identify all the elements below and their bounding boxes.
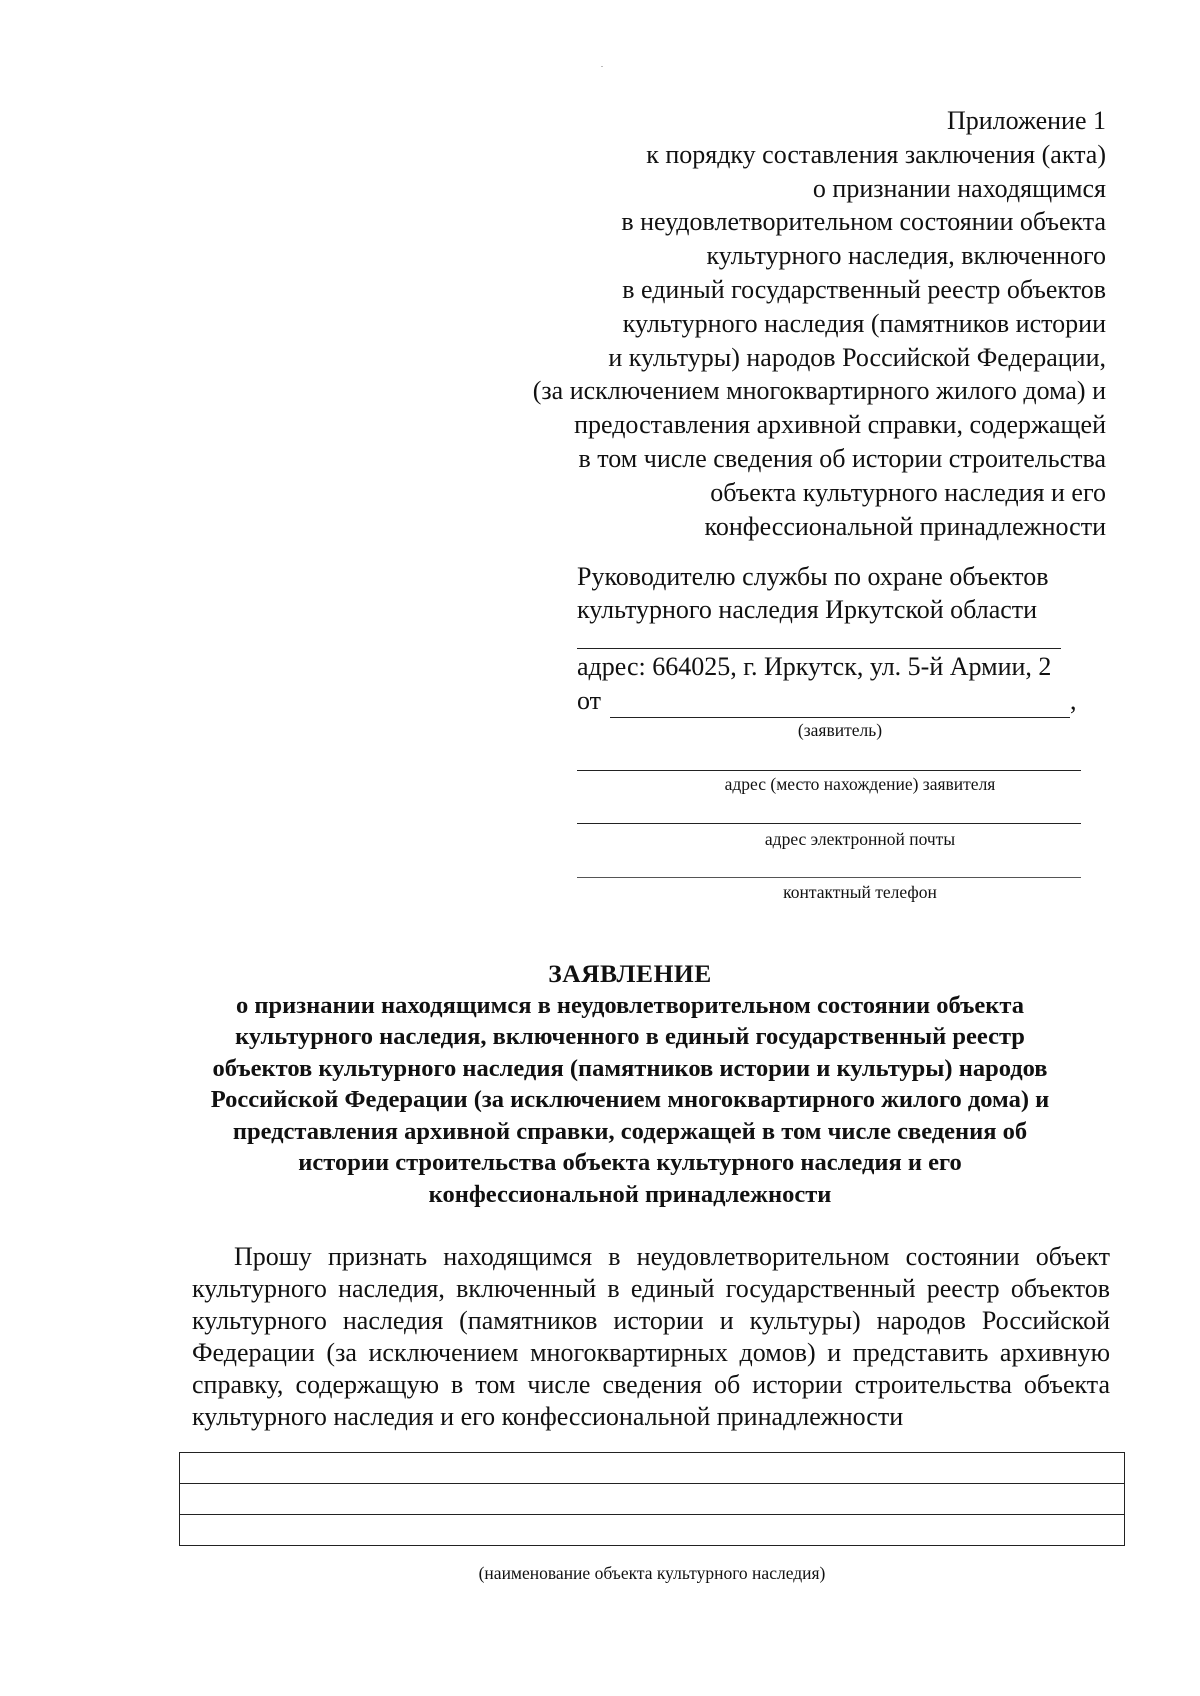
addressee-line: культурного наследия Иркутской области [577,595,1038,624]
addressee-block [577,560,1087,626]
appendix-line: предоставления архивной справки, содержащей [574,410,1106,440]
appendix-line: о признании находящимся [812,173,1106,203]
object-name-caption: (наименование объекта культурного наследия) [478,1563,826,1583]
phone-caption: контактный телефон [783,882,937,902]
appendix-header [466,104,1106,543]
appendix-line: в неудовлетворительном состоянии объекта [621,207,1106,237]
appendix-line: в том числе сведения об истории строительства [578,443,1106,473]
appendix-line: культурного наследия (памятников истории [622,308,1106,338]
title-line: истории строительства объекта культурного наследия и его [298,1149,962,1176]
appendix-line: культурного наследия, включенного [706,241,1106,271]
email-field[interactable] [577,823,1081,824]
paragraph-line: культурного наследия, включенный в единый государственный реестр объектов [192,1274,1110,1303]
object-name-cell[interactable] [180,1515,1125,1546]
title-line: конфессиональной принадлежности [428,1180,832,1208]
appendix-line: объекта культурного наследия и его [710,477,1106,507]
appendix-line: в единый государственный реестр объектов [622,274,1106,304]
appendix-line: (за исключением многоквартирного жилого дома) и [532,376,1106,406]
appendix-line: и культуры) народов Российской Федерации, [608,342,1106,372]
email-caption: адрес электронной почты [764,829,956,849]
service-address: адрес: 664025, г. Иркутск, ул. 5-й Армии, 2 [577,652,1052,681]
addressee-underline [577,648,1061,649]
title-line: культурного наследия, включенного в единый государственный реестр [235,1023,1025,1050]
applicant-caption: (заявитель) [797,720,883,740]
appendix-line: конфессиональной принадлежности [704,511,1106,541]
application-title [150,958,1110,1210]
applicant-location-field[interactable] [577,770,1081,771]
appendix-line: Приложение 1 [946,106,1106,135]
paragraph-line: культурного наследия (памятников истории и культуры) народов Российской [192,1306,1110,1335]
paragraph-line: справку, содержащую в том числе сведения об истории строительства объекта [192,1370,1110,1399]
applicant-location-caption: адрес (место нахождение) заявителя [724,774,996,794]
applicant-comma: , [1070,686,1077,715]
phone-field[interactable] [577,877,1081,878]
title-heading: ЗАЯВЛЕНИЕ [548,959,712,988]
title-line: Российской Федерации (за исключением многоквартирного жилого дома) и [210,1086,1050,1113]
paragraph-line: Прошу признать находящимся в неудовлетворительном состоянии объект [234,1242,1110,1271]
addressee-line: Руководителю службы по охране объектов [577,562,1049,591]
paragraph-line: культурного наследия и его конфессиональной принадлежности [192,1402,904,1431]
object-name-cell[interactable] [180,1453,1125,1484]
paragraph-line: Федерации (за исключением многоквартирных домов) и представить архивную [192,1338,1110,1367]
object-name-cell[interactable] [180,1484,1125,1515]
table-row [180,1515,1125,1546]
applicant-field[interactable] [610,717,1070,718]
title-line: о признании находящимся в неудовлетворительном состоянии объекта [236,991,1024,1019]
table-row [180,1453,1125,1484]
object-name-table [179,1452,1125,1546]
scan-artifact [601,66,603,67]
from-label: от [577,686,602,715]
request-paragraph [192,1241,1110,1433]
table-row [180,1484,1125,1515]
appendix-line: к порядку составления заключения (акта) [646,139,1106,169]
title-line: представления архивной справки, содержащей в том числе сведения об [232,1117,1028,1145]
title-line: объектов культурного наследия (памятников истории и культуры) народов [212,1054,1048,1082]
